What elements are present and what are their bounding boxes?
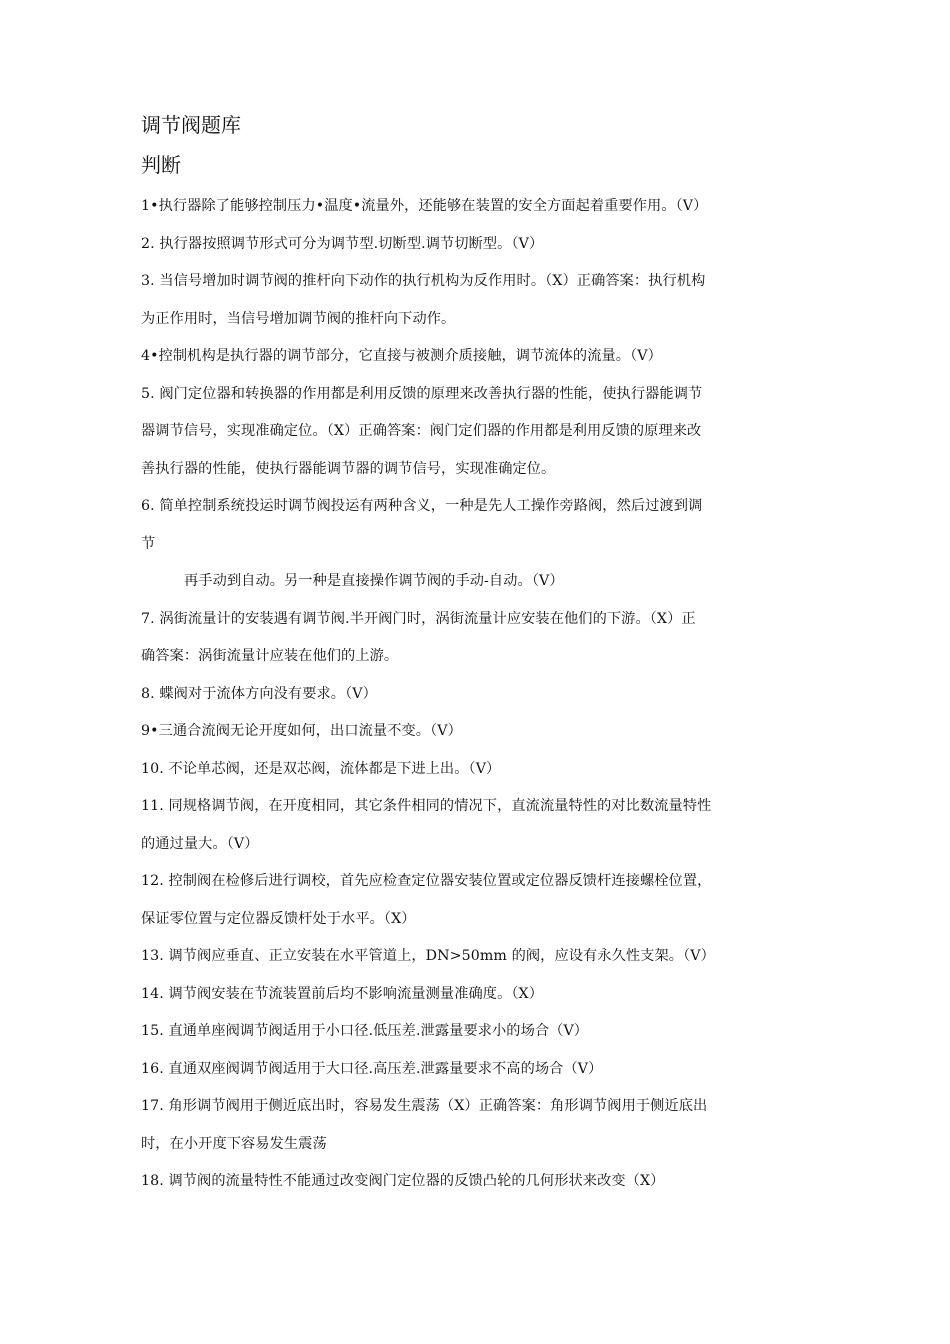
document-content xyxy=(141,110,821,1201)
question-item xyxy=(141,751,821,789)
question-line: 保证零位置与定位器反馈杆处于水平。（X） xyxy=(141,910,416,927)
question-line: 4•控制机构是执行器的调节部分，它直接与被测介质接触，调节流体的流量。（V） xyxy=(141,348,662,364)
question-item xyxy=(141,338,821,376)
question-line: 9•三通合流阀无论开度如何，出口流量不变。（V） xyxy=(141,723,462,739)
question-list xyxy=(141,188,821,1201)
question-item xyxy=(141,713,821,751)
question-item xyxy=(141,976,821,1014)
question-item xyxy=(141,226,821,264)
question-line: 7. 涡街流量计的安装遇有调节阀.半开阀门时，涡街流量计应安装在他们的下游。（X）正 xyxy=(141,610,696,627)
question-line: 善执行器的性能，使执行器能调节器的调节信号，实现准确定位。 xyxy=(141,460,556,477)
question-line: 节 xyxy=(141,535,156,552)
question-item xyxy=(141,938,821,976)
question-item xyxy=(141,601,821,676)
question-line: 10. 不论单芯阀，还是双芯阀，流体都是下进上出。（V） xyxy=(141,760,501,777)
question-item xyxy=(141,1013,821,1051)
question-line: 的通过量大。（V） xyxy=(141,835,259,852)
question-item xyxy=(141,488,821,601)
question-item xyxy=(141,1088,821,1163)
question-item xyxy=(141,863,821,938)
question-line: 3. 当信号增加时调节阀的推杆向下动作的执行机构为反作用时。（X）正确答案：执行机构 xyxy=(141,273,706,289)
question-line: 时，在小开度下容易发生震荡 xyxy=(141,1135,327,1152)
question-line: 14. 调节阀安装在节流装置前后均不影响流量测量准确度。（X） xyxy=(141,985,544,1002)
question-line: 2. 执行器按照调节形式可分为调节型.切断型.调节切断型。（V） xyxy=(141,235,544,252)
question-line: 器调节信号，实现准确定位。（X）正确答案：阀门定们器的作用都是利用反馈的原理来改 xyxy=(141,423,702,439)
question-item xyxy=(141,1163,821,1201)
question-item xyxy=(141,676,821,714)
question-line: 5. 阀门定位器和转换器的作用都是利用反馈的原理来改善执行器的性能，使执行器能调节 xyxy=(141,385,703,402)
question-item xyxy=(141,263,821,338)
question-line: 18. 调节阀的流量特性不能通过改变阀门定位器的反馈凸轮的几何形状来改变（X） xyxy=(141,1173,665,1189)
question-item xyxy=(141,788,821,863)
question-line: 15. 直通单座阀调节阀适用于小口径.低压差.泄露量要求小的场合（V） xyxy=(141,1023,589,1039)
question-line: 确答案：涡街流量计应装在他们的上游。 xyxy=(141,648,399,664)
question-line: 为正作用时，当信号增加调节阀的推杆向下动作。 xyxy=(141,310,456,327)
question-line-indented: 再手动到自动。另一种是直接操作调节阀的手动-自动。（V） xyxy=(184,573,564,589)
question-line: 6. 简单控制系统投运时调节阀投运有两种含义，一种是先人工操作旁路阀，然后过渡到调 xyxy=(141,498,703,514)
question-line: 12. 控制阀在检修后进行调校，首先应检查定位器安装位置或定位器反馈杆连接螺栓位置， xyxy=(141,873,712,889)
question-line: 13. 调节阀应垂直、正立安装在水平管道上，DN>50mm 的阀，应设有永久性支架。（V） xyxy=(141,948,715,964)
question-line: 16. 直通双座阀调节阀适用于大口径.高压差.泄露量要求不高的场合（V） xyxy=(141,1060,603,1077)
question-item xyxy=(141,188,821,226)
question-line: 11. 同规格调节阀，在开度相同，其它条件相同的情况下，直流流量特性的对比数流量特性 xyxy=(141,798,712,814)
question-item xyxy=(141,1051,821,1089)
question-line: 8. 蝶阀对于流体方向没有要求。（V） xyxy=(141,685,377,702)
question-line: 1•执行器除了能够控制压力•温度•流量外，还能够在装置的安全方面起着重要作用。（V） xyxy=(141,198,708,214)
question-line: 17. 角形调节阀用于侧近底出时，容易发生震荡（X）正确答案：角形调节阀用于侧近底出 xyxy=(141,1098,708,1114)
question-item xyxy=(141,376,821,489)
document-title: 调节阀题库 xyxy=(141,113,241,137)
section-heading: 判断 xyxy=(141,153,181,177)
